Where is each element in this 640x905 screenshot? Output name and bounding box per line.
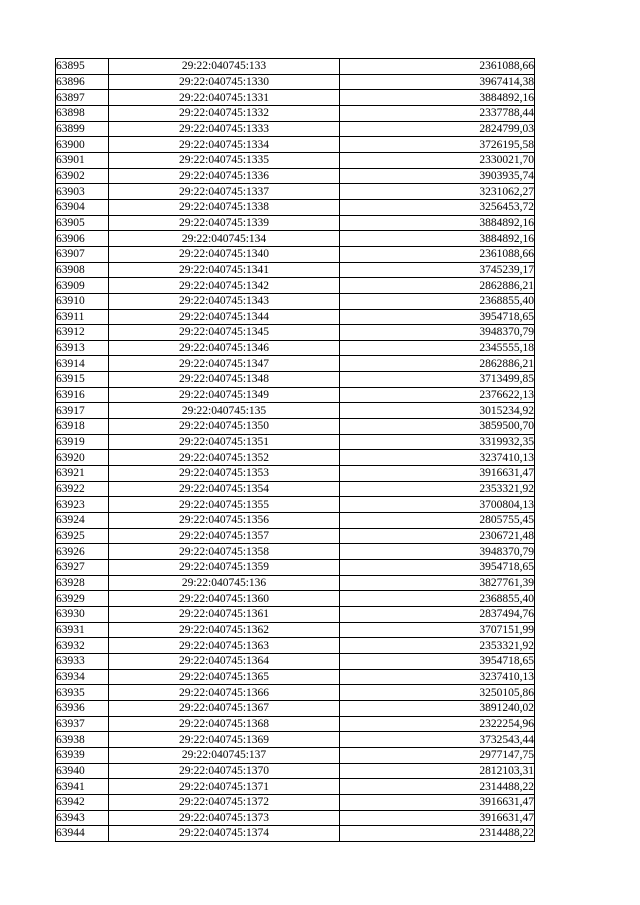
row-number-cell: 63938 [56,732,109,748]
row-number-cell: 63926 [56,544,109,560]
row-number-cell: 63925 [56,528,109,544]
cadastral-number-cell: 29:22:040745:1335 [109,152,340,168]
table-row [56,638,535,654]
cadastral-number-cell: 29:22:040745:1356 [109,513,340,529]
value-cell: 2368855,40 [340,293,535,309]
table-row [56,59,535,75]
cadastral-number-cell: 29:22:040745:1342 [109,278,340,294]
value-cell: 3237410,13 [340,450,535,466]
value-cell: 3916631,47 [340,810,535,826]
cadastral-number-cell: 29:22:040745:1340 [109,246,340,262]
value-cell: 3954718,65 [340,653,535,669]
value-cell: 3954718,65 [340,309,535,325]
row-number-cell: 63912 [56,325,109,341]
cadastral-number-cell: 29:22:040745:1354 [109,481,340,497]
table-row [56,121,535,137]
cadastral-number-cell: 29:22:040745:1361 [109,606,340,622]
value-cell: 3884892,16 [340,231,535,247]
table-row [56,184,535,200]
row-number-cell: 63906 [56,231,109,247]
value-cell: 3859500,70 [340,419,535,435]
table-row [56,105,535,121]
cadastral-number-cell: 29:22:040745:1352 [109,450,340,466]
row-number-cell: 63921 [56,466,109,482]
table-row [56,528,535,544]
cadastral-number-cell: 29:22:040745:134 [109,231,340,247]
cadastral-number-cell: 29:22:040745:1355 [109,497,340,513]
row-number-cell: 63900 [56,137,109,153]
cadastral-number-cell: 29:22:040745:1344 [109,309,340,325]
value-cell: 3732543,44 [340,732,535,748]
table-row [56,356,535,372]
table-row [56,466,535,482]
cadastral-number-cell: 29:22:040745:1359 [109,560,340,576]
table-row [56,560,535,576]
cadastral-number-cell: 29:22:040745:136 [109,575,340,591]
cadastral-number-cell: 29:22:040745:1338 [109,199,340,215]
row-number-cell: 63909 [56,278,109,294]
value-cell: 3745239,17 [340,262,535,278]
table-row [56,309,535,325]
row-number-cell: 63943 [56,810,109,826]
value-cell: 2314488,22 [340,779,535,795]
value-cell: 2353321,92 [340,481,535,497]
row-number-cell: 63927 [56,560,109,576]
row-number-cell: 63895 [56,59,109,75]
row-number-cell: 63931 [56,622,109,638]
table-row [56,622,535,638]
cadastral-number-cell: 29:22:040745:1346 [109,340,340,356]
row-number-cell: 63896 [56,74,109,90]
table-row [56,779,535,795]
row-number-cell: 63916 [56,387,109,403]
value-cell: 2353321,92 [340,638,535,654]
table-row [56,685,535,701]
row-number-cell: 63923 [56,497,109,513]
row-number-cell: 63901 [56,152,109,168]
row-number-cell: 63919 [56,434,109,450]
cadastral-number-cell: 29:22:040745:1348 [109,372,340,388]
value-cell: 3237410,13 [340,669,535,685]
table-row [56,497,535,513]
table-row [56,90,535,106]
table-row [56,387,535,403]
value-cell: 2812103,31 [340,763,535,779]
row-number-cell: 63935 [56,685,109,701]
row-number-cell: 63904 [56,199,109,215]
cadastral-number-cell: 29:22:040745:1371 [109,779,340,795]
table-row [56,293,535,309]
row-number-cell: 63917 [56,403,109,419]
value-cell: 2805755,45 [340,513,535,529]
value-cell: 2837494,76 [340,606,535,622]
row-number-cell: 63905 [56,215,109,231]
table-row [56,653,535,669]
row-number-cell: 63902 [56,168,109,184]
table-row [56,513,535,529]
row-number-cell: 63940 [56,763,109,779]
table-row [56,481,535,497]
row-number-cell: 63932 [56,638,109,654]
row-number-cell: 63941 [56,779,109,795]
cadastral-number-cell: 29:22:040745:1357 [109,528,340,544]
table-row [56,810,535,826]
row-number-cell: 63915 [56,372,109,388]
value-cell: 2330021,70 [340,152,535,168]
table-row [56,278,535,294]
cadastral-number-cell: 29:22:040745:1367 [109,700,340,716]
row-number-cell: 63897 [56,90,109,106]
value-cell: 2368855,40 [340,591,535,607]
row-number-cell: 63914 [56,356,109,372]
cadastral-number-cell: 29:22:040745:1363 [109,638,340,654]
table-row [56,434,535,450]
row-number-cell: 63910 [56,293,109,309]
table-row [56,669,535,685]
cadastral-number-cell: 29:22:040745:1362 [109,622,340,638]
value-cell: 3903935,74 [340,168,535,184]
table-row [56,732,535,748]
row-number-cell: 63898 [56,105,109,121]
value-cell: 2862886,21 [340,356,535,372]
row-number-cell: 63928 [56,575,109,591]
row-number-cell: 63911 [56,309,109,325]
value-cell: 3250105,86 [340,685,535,701]
row-number-cell: 63934 [56,669,109,685]
table-row [56,137,535,153]
row-number-cell: 63922 [56,481,109,497]
value-cell: 2361088,66 [340,246,535,262]
table-row [56,262,535,278]
value-cell: 3948370,79 [340,544,535,560]
cadastral-number-cell: 29:22:040745:1351 [109,434,340,450]
row-number-cell: 63930 [56,606,109,622]
cadastral-number-cell: 29:22:040745:1347 [109,356,340,372]
value-cell: 3954718,65 [340,560,535,576]
value-cell: 3231062,27 [340,184,535,200]
table-row [56,606,535,622]
table-row [56,403,535,419]
value-cell: 2361088,66 [340,59,535,75]
table-row [56,340,535,356]
value-cell: 3319932,35 [340,434,535,450]
cadastral-number-cell: 29:22:040745:1345 [109,325,340,341]
value-cell: 2376622,13 [340,387,535,403]
table-row [56,700,535,716]
value-cell: 2977147,75 [340,747,535,763]
table-row [56,450,535,466]
table-row [56,199,535,215]
cadastral-number-cell: 29:22:040745:1349 [109,387,340,403]
table-row [56,325,535,341]
cadastral-number-cell: 29:22:040745:1332 [109,105,340,121]
cadastral-number-cell: 29:22:040745:1366 [109,685,340,701]
value-cell: 3713499,85 [340,372,535,388]
table-row [56,74,535,90]
cadastral-number-cell: 29:22:040745:1331 [109,90,340,106]
table-row [56,231,535,247]
table-row [56,152,535,168]
cadastral-number-cell: 29:22:040745:137 [109,747,340,763]
cadastral-number-cell: 29:22:040745:135 [109,403,340,419]
cadastral-number-cell: 29:22:040745:1353 [109,466,340,482]
value-cell: 2314488,22 [340,826,535,842]
row-number-cell: 63903 [56,184,109,200]
cadastral-number-cell: 29:22:040745:1336 [109,168,340,184]
cadastral-number-cell: 29:22:040745:1373 [109,810,340,826]
cadastral-number-cell: 29:22:040745:1341 [109,262,340,278]
row-number-cell: 63936 [56,700,109,716]
table-row [56,372,535,388]
value-cell: 2337788,44 [340,105,535,121]
data-table [55,58,535,842]
row-number-cell: 63942 [56,794,109,810]
table-row [56,168,535,184]
value-cell: 3967414,38 [340,74,535,90]
cadastral-number-cell: 29:22:040745:1372 [109,794,340,810]
value-cell: 3916631,47 [340,794,535,810]
value-cell: 3891240,02 [340,700,535,716]
value-cell: 3884892,16 [340,90,535,106]
table-row [56,575,535,591]
value-cell: 2306721,48 [340,528,535,544]
row-number-cell: 63939 [56,747,109,763]
row-number-cell: 63944 [56,826,109,842]
cadastral-number-cell: 29:22:040745:1339 [109,215,340,231]
cadastral-number-cell: 29:22:040745:1330 [109,74,340,90]
value-cell: 2322254,96 [340,716,535,732]
row-number-cell: 63933 [56,653,109,669]
value-cell: 3707151,99 [340,622,535,638]
cadastral-number-cell: 29:22:040745:1364 [109,653,340,669]
cadastral-number-cell: 29:22:040745:1358 [109,544,340,560]
table-row [56,716,535,732]
row-number-cell: 63920 [56,450,109,466]
row-number-cell: 63908 [56,262,109,278]
row-number-cell: 63913 [56,340,109,356]
value-cell: 3726195,58 [340,137,535,153]
cadastral-number-cell: 29:22:040745:133 [109,59,340,75]
table-row [56,419,535,435]
table-row [56,747,535,763]
table-row [56,794,535,810]
table-row [56,215,535,231]
cadastral-number-cell: 29:22:040745:1350 [109,419,340,435]
cadastral-number-cell: 29:22:040745:1374 [109,826,340,842]
value-cell: 3884892,16 [340,215,535,231]
value-cell: 2862886,21 [340,278,535,294]
value-cell: 2345555,18 [340,340,535,356]
value-cell: 3916631,47 [340,466,535,482]
row-number-cell: 63918 [56,419,109,435]
value-cell: 3700804,13 [340,497,535,513]
row-number-cell: 63899 [56,121,109,137]
row-number-cell: 63924 [56,513,109,529]
value-cell: 3948370,79 [340,325,535,341]
row-number-cell: 63929 [56,591,109,607]
cadastral-number-cell: 29:22:040745:1334 [109,137,340,153]
cadastral-number-cell: 29:22:040745:1365 [109,669,340,685]
cadastral-number-cell: 29:22:040745:1370 [109,763,340,779]
cadastral-number-cell: 29:22:040745:1368 [109,716,340,732]
row-number-cell: 63937 [56,716,109,732]
value-cell: 2824799,03 [340,121,535,137]
row-number-cell: 63907 [56,246,109,262]
cadastral-number-cell: 29:22:040745:1343 [109,293,340,309]
value-cell: 3827761,39 [340,575,535,591]
cadastral-number-cell: 29:22:040745:1337 [109,184,340,200]
cadastral-number-cell: 29:22:040745:1369 [109,732,340,748]
table-row [56,246,535,262]
table-row [56,763,535,779]
table-row [56,544,535,560]
table-body [56,59,535,842]
cadastral-number-cell: 29:22:040745:1333 [109,121,340,137]
table-row [56,591,535,607]
cadastral-number-cell: 29:22:040745:1360 [109,591,340,607]
table-row [56,826,535,842]
value-cell: 3015234,92 [340,403,535,419]
value-cell: 3256453,72 [340,199,535,215]
